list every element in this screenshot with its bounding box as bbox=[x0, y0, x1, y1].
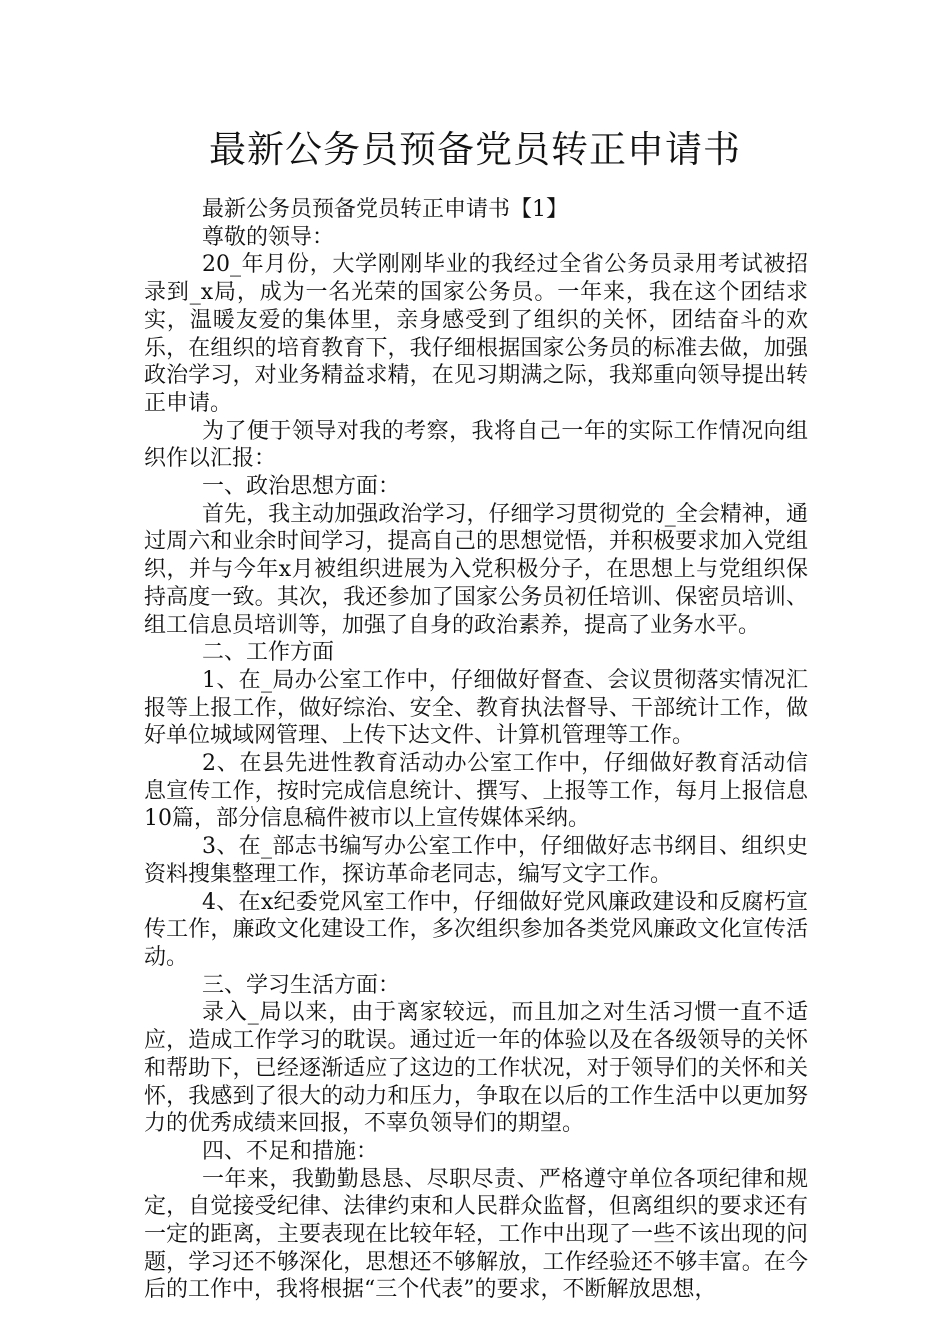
body-paragraph: 首先，我主动加强政治学习，仔细学习贯彻党的_全会精神，通过周六和业余时间学习，提高自己的思想觉悟，并积极要求加入党组织，并与今年x月被组织进展为入党积极分子，在思想上与党组织保持高度一致。其次，我还参加了国家公务员初任培训、保密员培训、组工信息员培训等，加强了自身的政治素养，提高了业务水平。 bbox=[144, 501, 808, 638]
document-title: 最新公务员预备党员转正申请书 bbox=[209, 128, 741, 171]
body-paragraph: 20_年月份，大学刚刚毕业的我经过全省公务员录用考试被招录到_x局，成为一名光荣的国家公务员。一年来，我在这个团结求实，温暖友爱的集体里，亲身感受到了组织的关怀，团结奋斗的欢乐，在组织的培育教育下，我仔细根据国家公务员的标准去做，加强政治学习，对业务精益求精，在见习期满之际，我郑重向领导提出转正申请。 bbox=[144, 252, 808, 416]
salutation-paragraph: 尊敬的领导： bbox=[202, 224, 335, 250]
list-item: 3、在_部志书编写办公室工作中，仔细做好志书纲目、组织史资料搜集整理工作，探访革命老同志，编写文字工作。 bbox=[144, 834, 808, 887]
section-heading: 三、学习生活方面： bbox=[202, 972, 401, 998]
list-item: 4、在x纪委党风室工作中，仔细做好党风廉政建设和反腐朽宣传工作，廉政文化建设工作，多次组织参加各类党风廉政文化宣传活动。 bbox=[144, 889, 808, 970]
list-item: 1、在_局办公室工作中，仔细做好督查、会议贯彻落实情况汇报等上报工作，做好综治、安全、教育执法督导、干部统计工作，做好单位城域网管理、上传下达文件、计算机管理等工作。 bbox=[144, 667, 808, 749]
body-paragraph: 为了便于领导对我的考察，我将自己一年的实际工作情况向组织作以汇报： bbox=[144, 418, 808, 472]
section-heading: 二、工作方面 bbox=[202, 640, 335, 666]
body-paragraph: 一年来，我勤勤恳恳、尽职尽责、严格遵守单位各项纪律和规定，自觉接受纪律、法律约束和人民群众监督，但离组织的要求还有一定的距离，主要表现在比较年轻，工作中出现了一些不该出现的问题，学习还不够深化，思想还不够解放，工作经验还不够丰富。在今后的工作中，我将根据“三个代表”的要求，不断解放思想， bbox=[144, 1166, 808, 1303]
list-item: 2、在县先进性教育活动办公室工作中，仔细做好教育活动信息宣传工作，按时完成信息统计、撰写、上报等工作，每月上报信息10篇，部分信息稿件被市以上宣传媒体采纳。 bbox=[144, 751, 808, 832]
section-heading: 一、政治思想方面： bbox=[202, 474, 401, 500]
subtitle-paragraph: 最新公务员预备党员转正申请书【1】 bbox=[202, 197, 568, 222]
body-paragraph: 录入_局以来，由于离家较远，而且加之对生活习惯一直不适应，造成工作学习的耽误。通过近一年的体验以及在各级领导的关怀和帮助下，已经逐渐适应了这边的工作状况，对于领导们的关怀和关怀，我感到了很大的动力和压力，争取在以后的工作生活中以更加努力的优秀成绩来回报，不辜负领导们的期望。 bbox=[144, 1000, 808, 1137]
document-body bbox=[144, 196, 808, 1304]
section-heading: 四、不足和措施： bbox=[202, 1138, 379, 1164]
